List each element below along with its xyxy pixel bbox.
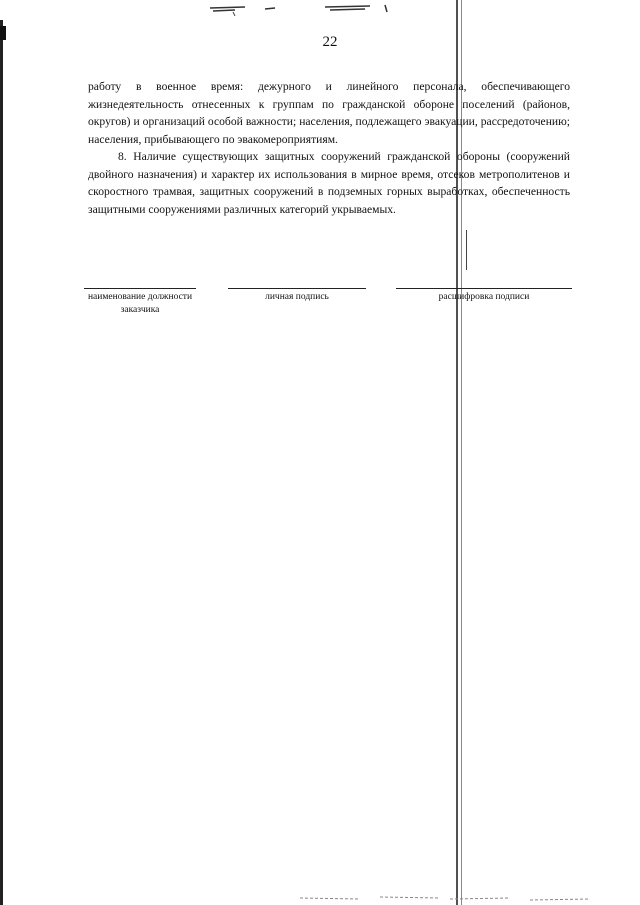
signature-decoding-label: расшифровка подписи — [438, 292, 530, 302]
scan-fold-mark — [466, 230, 467, 270]
paragraph: 8. Наличие существующих защитных сооружений гражданской обороны (сооружений двойного назначения) и характер их использования в мирное время, отсеков метрополитенов и скоростного трамвая, защитных сооружений в подземных горных выработках, обеспеченность защитными сооружениями различных категорий укрываемых. — [88, 150, 570, 216]
scan-noise-bottom — [300, 893, 600, 903]
personal-signature-label: личная подпись — [265, 292, 329, 302]
position-label-line: заказчика — [120, 305, 160, 315]
signature-field-line — [396, 288, 572, 289]
document-body — [88, 78, 570, 218]
position-label-line: наименование должности — [87, 292, 193, 302]
scan-edge-line — [0, 20, 3, 905]
scan-noise-top — [205, 2, 405, 16]
scan-edge-mark — [0, 26, 6, 40]
paragraph: работу в военное время: дежурного и линейного персонала, обеспечивающего жизнедеятельность отнесенных к группам по гражданской обороне поселений (районов, округов) и организаций особой важности; населения, подлежащего эвакуации, рассредоточению; населения, прибывающего по эвакомероприятиям. — [88, 80, 570, 146]
position-title-label — [84, 291, 196, 317]
signature-field-line — [84, 288, 196, 289]
page-number: 22 — [322, 34, 338, 50]
signature-field-line — [228, 288, 366, 289]
